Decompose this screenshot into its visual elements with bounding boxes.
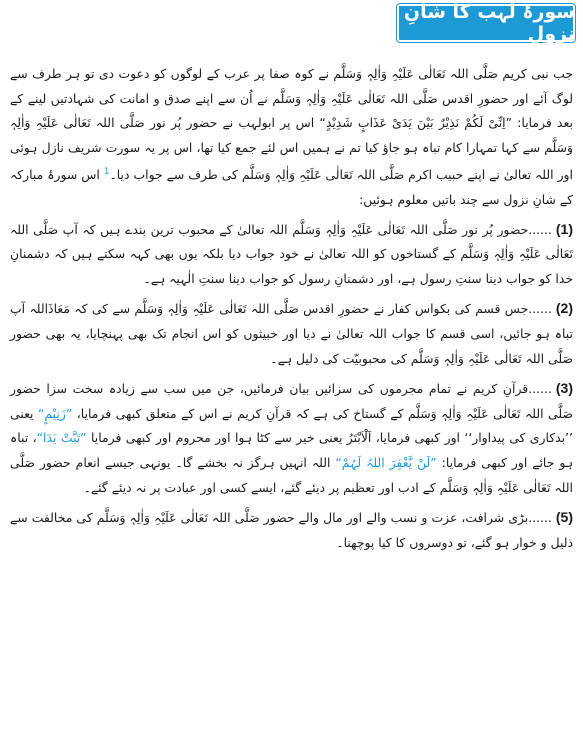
point-3 bbox=[10, 376, 573, 500]
point-text: ، تباہ ہو جائے اور کبھی فرمایا: bbox=[10, 430, 573, 471]
arabic-quote: ”اِنِّیْ لَکُمْ نَذِیْرٌ بَیْنَ یَدَیْ عَذَابٍ شَدِیْدٍ“ bbox=[319, 115, 513, 131]
point-number: (2) bbox=[555, 300, 573, 317]
point-text: یعنی ’’بدکاری کی پیداوار‘‘ اور کبھی فرمایا، اَلْاَبْتَرُ یعنی خیر سے کٹا ہوا اور محروم اور کبھی فرمایا bbox=[10, 405, 573, 446]
point-text: اللہ انہیں ہرگز نہ بخشے گا۔ یونہی جیسے انعام حضور صَلَّی اللہ تَعَالٰی عَلَیْہِ وَاٰلِہٖ وَسَلَّم کے ادب اور تعظیم پر دیئے گئے، ایسے کسی اور عبادت پر نہ دیئے گئے۔ bbox=[10, 455, 573, 495]
intro-paragraph bbox=[10, 62, 573, 213]
intro-text-3: اس سورۂ مبارکہ کے شانِ نزول سے چند باتیں معلوم ہوئیں: bbox=[10, 167, 573, 208]
point-number: (5) bbox=[555, 509, 573, 526]
intro-text-1: جب نبی کریم صَلَّی اللہ تَعَالٰی عَلَیْہِ وَاٰلِہٖ وَسَلَّم نے کوہ صفا پر عرب کے لوگوں کو دعوت دی تو ہر طرف سے لوگ آئے اور حضورِ اقدس صَلَّی اللہ تَعَالٰی عَلَیْہِ وَاٰلِہٖ وَسَلَّم نے اُن سے اپنے صدق و امانت کی شہادتیں لینے کے بعد فرمایا: bbox=[10, 66, 573, 131]
page-title: سورۂ لہب کا شانِ نزول bbox=[403, 1, 575, 45]
quran-quote-tabbat: ”تَبَّتْ یَدَا“ bbox=[36, 430, 87, 446]
point-text: ......جس قسم کی بکواس کفار نے حضورِ اقدس صَلَّی اللہ تَعَالٰی عَلَیْہِ وَاٰلِہٖ وَسَلَّم سے کی کہ مَعَاذَاللہ آپ تباہ ہو جائیں، اسی قسم کا جواب اللہ تعالیٰ نے دیا اور خبیثوں کو اس انجام تک بھی پہنچایا، یہ بھی حضور صَلَّی اللہ تَعَالٰی عَلَیْہِ وَاٰلِہٖ وَسَلَّم کی محبوبیّت کی دلیل ہے۔ bbox=[10, 301, 573, 366]
title-banner bbox=[397, 1, 575, 45]
quran-quote-lan-yaghfir: ”لَنْ یَّغْفِرَ اللہُ لَہُمْ“ bbox=[335, 455, 437, 471]
quran-quote-zaneem: ”زَنِیْمٍ“ bbox=[38, 405, 73, 421]
point-number: (3) bbox=[555, 380, 573, 397]
point-2 bbox=[10, 296, 573, 371]
point-5 bbox=[10, 505, 573, 555]
intro-text-2: اس پر ابولہب نے حضور پُر نور صَلَّی اللہ تَعَالٰی عَلَیْہِ وَاٰلِہٖ وَسَلَّم سے کہا تمہارا کام تباہ ہو جاؤ کیا تم نے ہمیں اس لئے جمع کیا تھا، اس پر یہ سورت شریف نازل ہوئی اور اللہ تعالیٰ نے اپنے حبیب اکرم صَلَّی اللہ تَعَالٰی عَلَیْہِ وَاٰلِہٖ وَسَلَّم کی طرف سے جواب دیا۔ bbox=[10, 115, 573, 183]
article-body bbox=[10, 62, 573, 560]
point-number: (1) bbox=[555, 220, 573, 237]
point-text: ......حضور پُر نور صَلَّی اللہ تَعَالٰی عَلَیْہِ وَاٰلِہٖ وَسَلَّم اللہ تعالیٰ کے محبوب ترین بندے ہیں کہ آپ صَلَّی اللہ تَعَالٰی عَلَیْہِ وَاٰلِہٖ وَسَلَّم کے گستاخوں کو اللہ تعالیٰ نے خود جواب دیا بلکہ یوں بھی کہہ سکتے ہیں کہ دشمنانِ خدا کو جواب دینا سنتِ رسول ہے، اور دشمنانِ رسول کو جواب دینا سنتِ الٰہیہ ہے۔ bbox=[10, 221, 573, 286]
point-text: ......بڑی شرافت، عزت و نسب والے اور مال والے حضور صَلَّی اللہ تَعَالٰی عَلَیْہِ وَاٰلِہٖ وَسَلَّم کی مخالفت سے ذلیل و خوار ہو گئے، تو دوسروں کا کیا پوچھنا۔ bbox=[10, 510, 573, 550]
point-1 bbox=[10, 217, 573, 292]
point-text: ......قرآنِ کریم نے تمام مجرموں کی سزائیں بیان فرمائیں، جن میں سب سے زیادہ سخت سزا حضور صَلَّی اللہ تَعَالٰی عَلَیْہِ وَاٰلِہٖ وَسَلَّم کے گستاخ کی ہے کہ قرآنِ کریم نے اس کے متعلق کبھی فرمایا، bbox=[10, 381, 573, 421]
footnote-marker[interactable]: 1 bbox=[103, 167, 110, 178]
